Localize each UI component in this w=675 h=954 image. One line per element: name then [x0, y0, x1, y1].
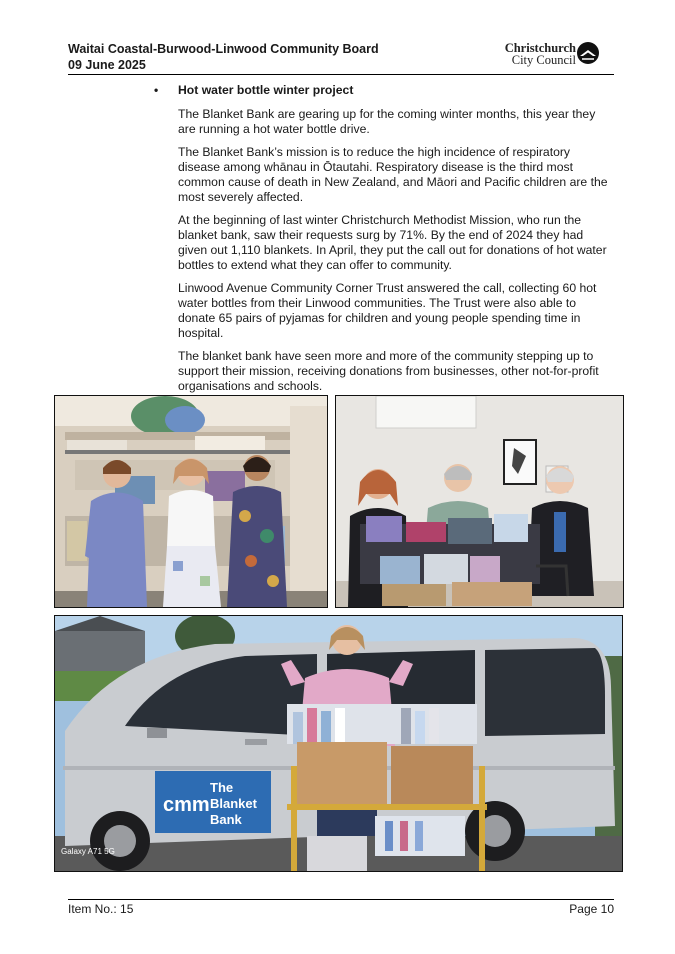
footer-rule [68, 899, 614, 900]
camera-watermark: Galaxy A71 5G [61, 847, 115, 856]
logo-line-2: City Council [511, 53, 576, 67]
item-number: Item No.: 15 [68, 902, 134, 916]
photo-blanket-shelves [54, 395, 328, 608]
paragraph: The Blanket Bank’s mission is to reduce the high incidence of respiratory disease among whānau in Ōtautahi. Respiratory disease is the third most common cause of death in New Zealand, and Māori and Pacific children are the most severely affected. [178, 145, 608, 204]
logo-line-1: Christchurch [504, 41, 576, 55]
paragraph: At the beginning of last winter Christchurch Methodist Mission, who run the blanket bank, saw their requests surg by 71%. By the end of 2024 they had given out 1,110 blankets. In April, they put the call out for donations of hot water bottles to extend what they can offer to community. [178, 213, 607, 272]
meeting-date: 09 June 2025 [68, 58, 146, 72]
photo-blanket-shelves-image [55, 396, 327, 607]
paragraph: The Blanket Bank are gearing up for the coming winter months, this year they are running a hot water bottle drive. [178, 107, 596, 136]
photo-donation-bags-image [336, 396, 623, 607]
section-heading [152, 83, 610, 98]
council-logo-icon [576, 41, 600, 65]
logo-text [505, 42, 576, 66]
article-body [152, 83, 610, 402]
page-header [68, 40, 612, 74]
header-rule [68, 74, 614, 75]
page-number: Page 10 [569, 902, 614, 916]
photo-van-trolley [54, 615, 623, 872]
van-sign-line-1: The [210, 780, 234, 795]
photo-van-trolley-image [55, 616, 622, 871]
van-sign-line-3: Bank [210, 812, 242, 827]
van-sign-logo: cmm [163, 794, 210, 816]
photo-donation-bags [335, 395, 624, 608]
bullet-icon: • [154, 83, 159, 97]
section-heading-text: Hot water bottle winter project [178, 83, 354, 97]
van-sign-line-2: Blanket [210, 796, 257, 811]
paragraph: The blanket bank have seen more and more of the community stepping up to support their mission, receiving donations from businesses, other not-for-profit organisations and schools. [178, 349, 599, 393]
paragraph: Linwood Avenue Community Corner Trust answered the call, collecting 60 hot water bottles from their Linwood communities. The Trust were also able to donate 65 pairs of pyjamas for children and young people spending time in hospital. [178, 281, 597, 340]
board-title: Waitai Coastal-Burwood-Linwood Community Board [68, 42, 379, 56]
